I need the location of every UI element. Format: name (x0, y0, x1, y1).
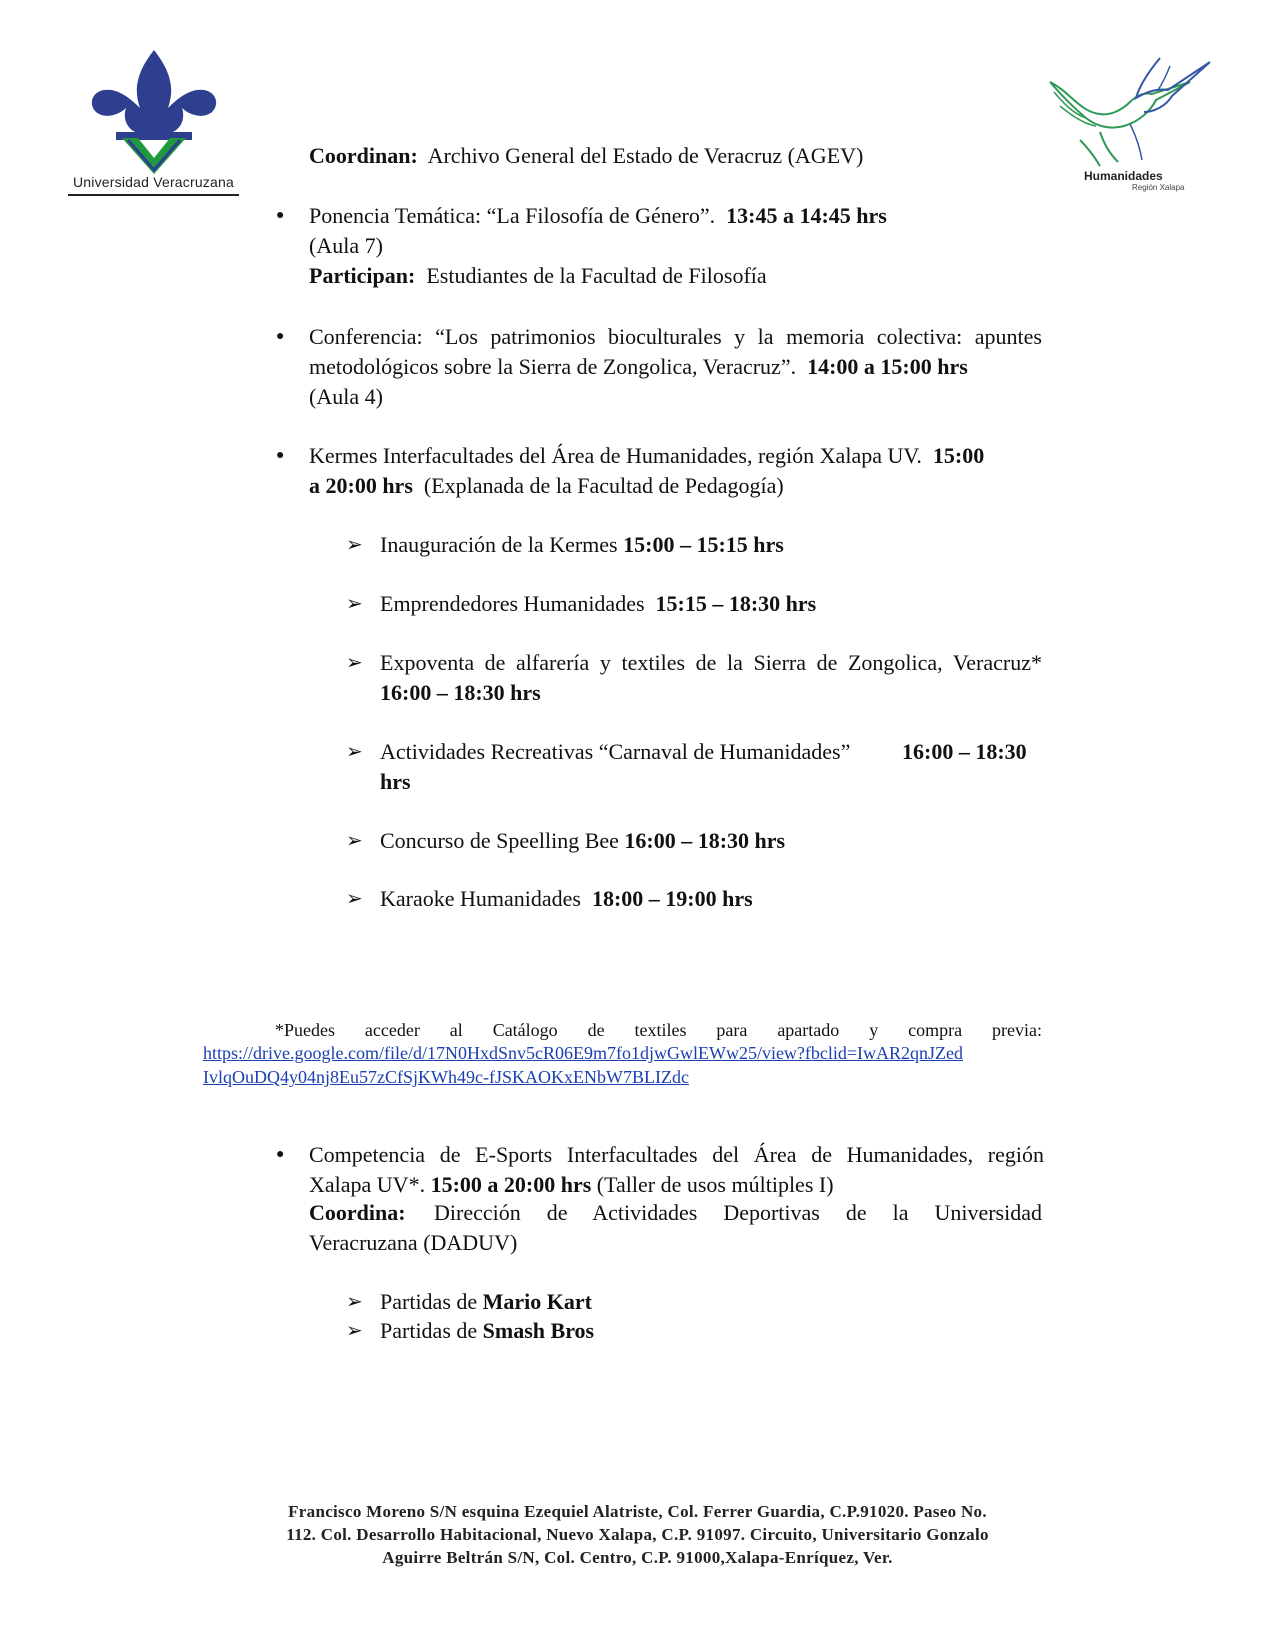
arrow-bullet-icon: ➢ (346, 888, 363, 910)
catalog-link-line1[interactable] (203, 1040, 963, 1065)
subitem-time: 15:00 – 15:15 hrs (623, 532, 784, 557)
item-ponencia-participan (309, 261, 767, 291)
subitem-text: Emprendedores Humanidades (380, 591, 645, 616)
bullet-icon: ● (276, 448, 285, 463)
uv-logo-name: Universidad Veracruzana (72, 174, 235, 190)
arrow-bullet-icon: ➢ (346, 1320, 363, 1342)
catalog-link[interactable]: https://drive.google.com/file/d/17N0HxdSnv5cR06E9m7fo1djwGwlEWw25/view?fbclid=IwAR2qnJZed (203, 1043, 964, 1063)
item-kermes-time-part1: 15:00 (932, 443, 985, 468)
footer-line3: Aguirre Beltrán S/N, Col. Centro, C.P. 91000,Xalapa-Enríquez, Ver. (382, 1548, 893, 1567)
subitem-karaoke (380, 884, 753, 914)
subitem-time: 15:15 – 18:30 hrs (655, 591, 817, 616)
subitem-time: 18:00 – 19:00 hrs (591, 886, 753, 911)
hummingbird-icon (1040, 52, 1220, 170)
catalog-link-continuation[interactable]: IvlqOuDQ4y04nj8Eu57zCfSjKWh49c-fJSKAOKxENbW7BLIZdc (203, 1067, 689, 1087)
esports-coordina-text: Dirección de Actividades Deportivas de la Universidad (434, 1200, 1042, 1225)
subitem-expoventa-time (380, 678, 541, 708)
partida-smash-bros (380, 1316, 594, 1346)
item-conferencia-time: 14:00 a 15:00 hrs (807, 354, 968, 379)
subitem-emprendedores (380, 589, 816, 619)
subitem-expoventa: Expoventa de alfarería y textiles de la Sierra de Zongolica, Veracruz* (380, 650, 1042, 675)
arrow-bullet-icon: ➢ (346, 830, 363, 852)
item-conferencia-place: (Aula 4) (309, 384, 383, 409)
esports-coordina-line2: Veracruzana (DADUV) (309, 1230, 518, 1255)
item-kermes-text: Kermes Interfacultades del Área de Humanidades, región Xalapa UV. (309, 443, 922, 468)
esports-lead: Xalapa UV*. (309, 1172, 426, 1197)
uv-logo-underline (68, 194, 239, 196)
partida-prefix: Partidas de (380, 1289, 478, 1314)
item-ponencia-lead: Ponencia Temática: “La Filosofía de Género”. (309, 203, 716, 228)
esports-line1: Competencia de E-Sports Interfacultades del Área de Humanidades, región (309, 1142, 1044, 1167)
arrow-bullet-icon: ➢ (346, 741, 363, 763)
coordina-label: Coordina: (309, 1200, 406, 1225)
esports-coordina-label-box (309, 1198, 406, 1228)
subitem-actividades-time2 (380, 767, 411, 797)
item-kermes-line2 (309, 471, 784, 501)
participan-text: Estudiantes de la Facultad de Filosofía (426, 263, 767, 288)
subitem-actividades: Actividades Recreativas “Carnaval de Humanidades” (380, 739, 851, 764)
catalog-link-line2[interactable] (203, 1064, 689, 1089)
footer-line2: 112. Col. Desarrollo Habitacional, Nuevo Xalapa, C.P. 91097. Circuito, Universitario Gonzalo (286, 1525, 989, 1544)
item-conferencia-line1: Conferencia: “Los patrimonios bioculturales y la memoria colectiva: apuntes (309, 324, 1042, 349)
subitem-inauguracion (380, 530, 784, 560)
arrow-bullet-icon: ➢ (346, 593, 363, 615)
humanidades-logo (1040, 52, 1220, 202)
item-ponencia-place: (Aula 7) (309, 233, 383, 258)
catalog-note: *Puedes acceder al Catálogo de textiles para apartado y compra previa: (275, 1020, 1042, 1040)
uv-logo (66, 46, 241, 196)
item-ponencia-time: 13:45 a 14:45 hrs (726, 203, 887, 228)
esports-place: (Taller de usos múltiples I) (596, 1172, 834, 1197)
item-kermes-line1 (309, 441, 984, 471)
coordinan-label: Coordinan: (309, 143, 418, 168)
arrow-bullet-icon: ➢ (346, 1291, 363, 1313)
esports-line2 (309, 1170, 834, 1200)
arrow-bullet-icon: ➢ (346, 652, 363, 674)
partida-game: Mario Kart (482, 1289, 593, 1314)
footer-address (150, 1500, 1125, 1569)
humanidades-logo-subtitle: Región Xalapa (1132, 183, 1185, 192)
item-ponencia (309, 201, 887, 231)
subitem-text: Inauguración de la Kermes (380, 532, 618, 557)
item-kermes-time-part2: a 20:00 hrs (309, 473, 413, 498)
subitem-time-suffix: hrs (380, 769, 411, 794)
subitem-time: 16:00 – 18:30 hrs (624, 828, 786, 853)
subitem-speelling (380, 826, 785, 856)
subitem-text: Concurso de Speelling Bee (380, 828, 619, 853)
item-kermes-place: (Explanada de la Facultad de Pedagogía) (423, 473, 784, 498)
item-conferencia-line2 (309, 352, 968, 382)
humanidades-logo-title: Humanidades (1084, 169, 1163, 183)
bullet-icon: ● (276, 329, 285, 344)
footer-line1: Francisco Moreno S/N esquina Ezequiel Alatriste, Col. Ferrer Guardia, C.P.91020. Paseo No. (288, 1502, 987, 1521)
partida-mario-kart (380, 1287, 592, 1317)
coordinan-text: Archivo General del Estado de Veracruz (AGEV) (427, 143, 864, 168)
coordinan-line (309, 141, 863, 171)
subitem-text: Karaoke Humanidades (380, 886, 581, 911)
bullet-icon: ● (276, 1147, 285, 1162)
subitem-time: 16:00 – 18:30 hrs (380, 680, 541, 705)
partida-prefix: Partidas de (380, 1318, 478, 1343)
esports-time: 15:00 a 20:00 hrs (430, 1172, 592, 1197)
subitem-actividades-time (902, 737, 1027, 767)
item-conferencia-text: metodológicos sobre la Sierra de Zongolica, Veracruz”. (309, 354, 797, 379)
partida-game: Smash Bros (482, 1318, 595, 1343)
subitem-time: 16:00 – 18:30 (902, 739, 1027, 764)
bullet-icon: ● (276, 208, 285, 223)
participan-label: Participan: (309, 263, 416, 288)
arrow-bullet-icon: ➢ (346, 534, 363, 556)
fleur-de-lis-icon (66, 46, 241, 174)
